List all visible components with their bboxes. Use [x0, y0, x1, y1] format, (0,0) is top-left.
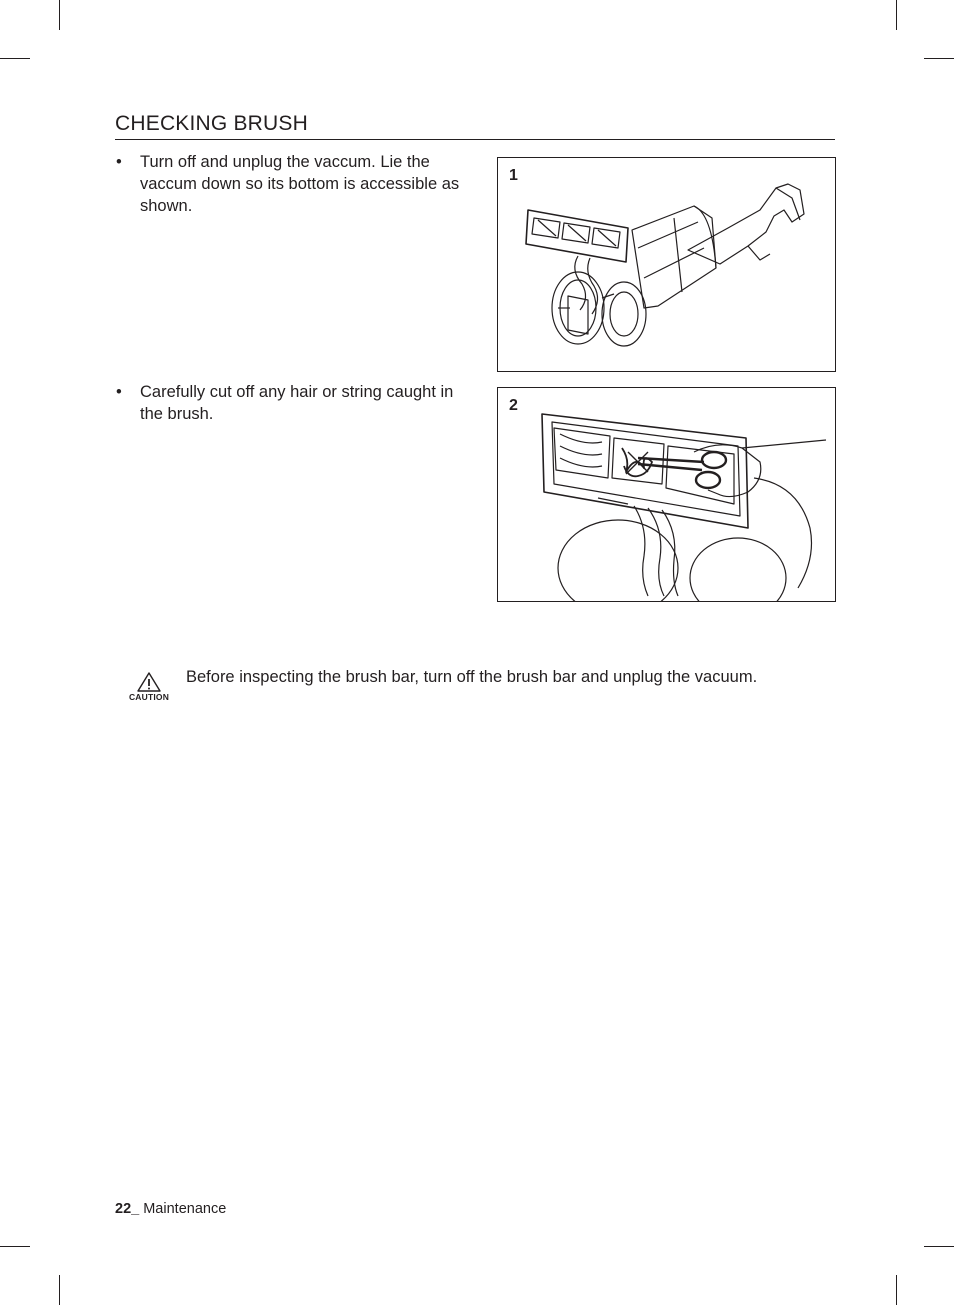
- figure-2: [497, 387, 836, 602]
- caution-label: CAUTION: [128, 692, 170, 702]
- figure-1: [497, 157, 836, 372]
- caution-text: Before inspecting the brush bar, turn off the brush bar and unplug the vacuum.: [186, 668, 758, 686]
- vacuum-bottom-illustration: [498, 158, 835, 371]
- figure-2-number: 2: [509, 397, 518, 414]
- page-footer: [115, 1201, 226, 1217]
- crop-mark-bottom-left-v: [59, 1275, 60, 1305]
- bullet-dot: •: [116, 153, 122, 171]
- step-1-text: Turn off and unplug the vaccum. Lie the vaccum down so its bottom is accessible as shown.: [140, 153, 460, 215]
- crop-mark-bottom-left-h: [0, 1246, 30, 1247]
- crop-mark-bottom-right-v: [896, 1275, 897, 1305]
- crop-mark-top-right-h: [924, 58, 954, 59]
- crop-mark-top-left-h: [0, 58, 30, 59]
- brush-cutting-illustration: [498, 388, 835, 601]
- page-number: 22_: [115, 1201, 140, 1217]
- crop-mark-bottom-right-h: [924, 1246, 954, 1247]
- figure-1-number: 1: [509, 167, 518, 184]
- title-underline: [115, 139, 835, 140]
- step-2-text: Carefully cut off any hair or string caught in the brush.: [140, 383, 454, 423]
- bullet-dot: •: [116, 383, 122, 401]
- section-title: CHECKING BRUSH: [115, 112, 308, 135]
- footer-section-name: Maintenance: [139, 1201, 227, 1217]
- crop-mark-top-left-v: [59, 0, 60, 30]
- crop-mark-top-right-v: [896, 0, 897, 30]
